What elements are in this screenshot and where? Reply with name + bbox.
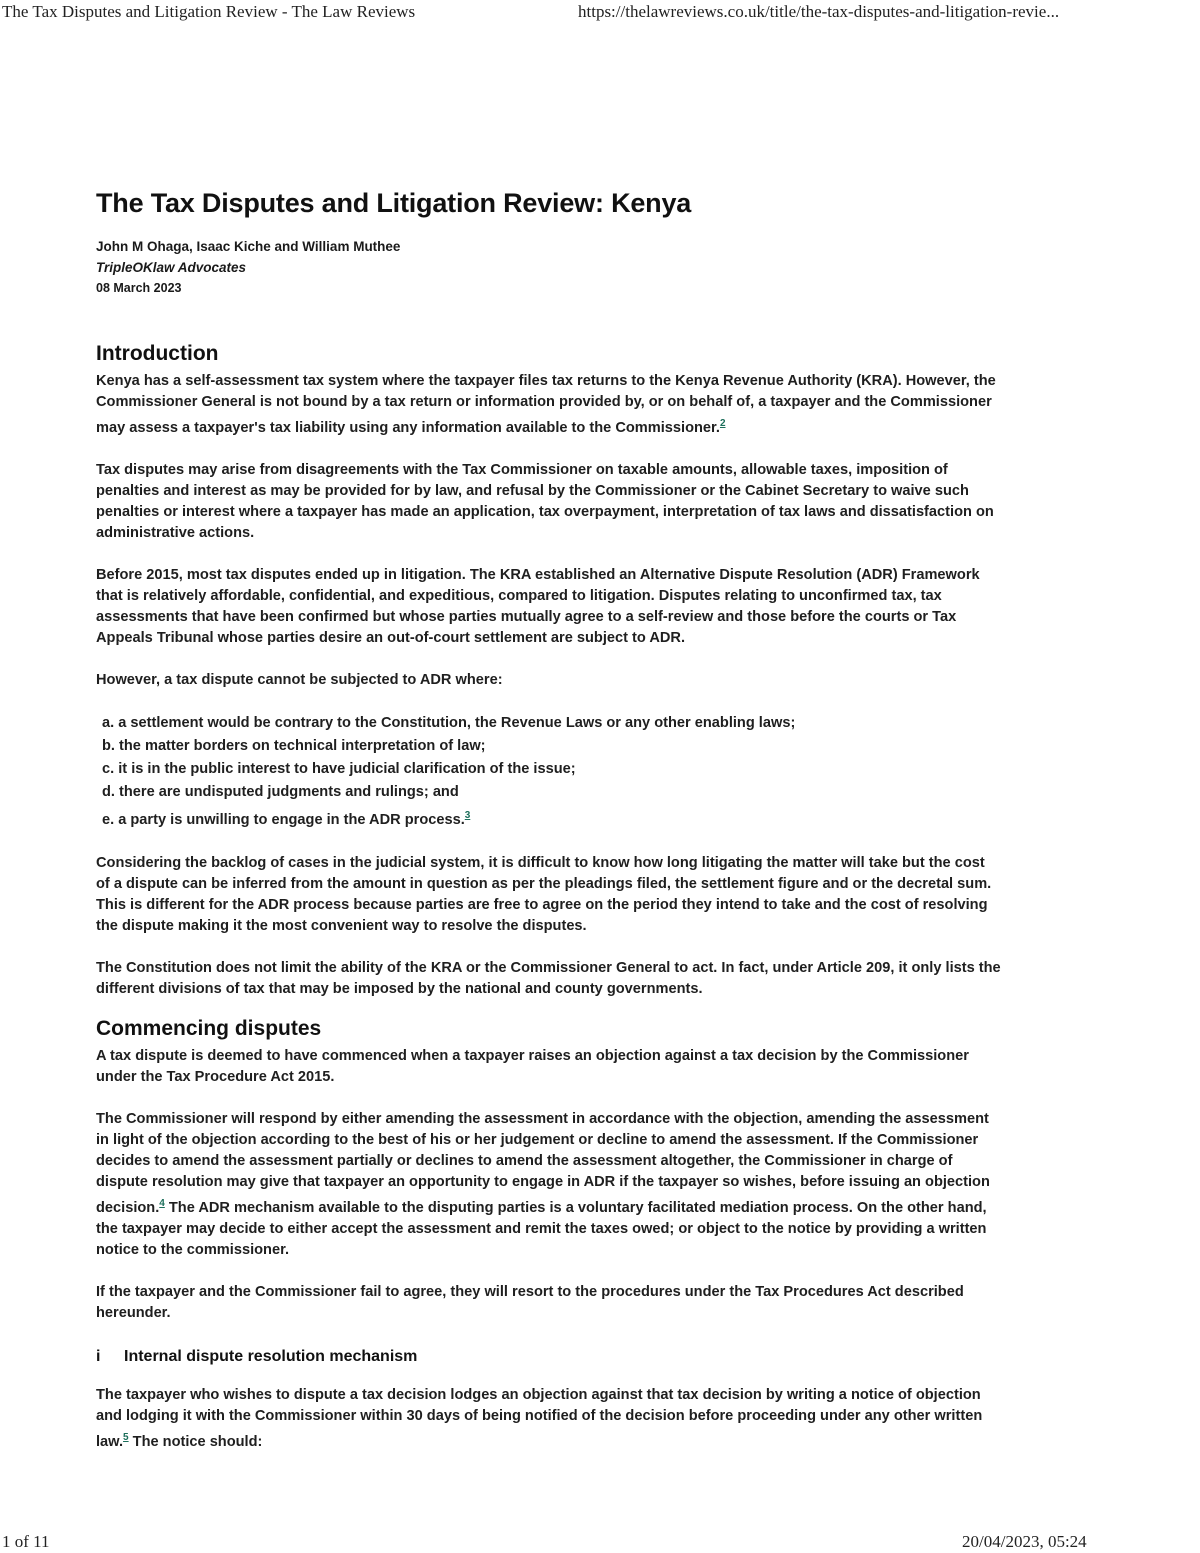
paragraph: If the taxpayer and the Commissioner fail to agree, they will resort to the procedures under the Tax Procedures Act described hereunder. [96, 1283, 964, 1321]
paragraph: Considering the backlog of cases in the judicial system, it is difficult to know how long litigating the matter will take but the cost of a dispute can be inferred from the amount in question as per the pleadings filed, the settlement figure and or the decretal sum. This is different for the ADR process because parties are free to agree on the period they intend to take and the cost of resolving the dispute making it the most convenient way to resolve the disputes. [96, 854, 992, 934]
paragraph-text: The taxpayer who wishes to dispute a tax decision lodges an objection against that tax decision by writing a notice of objection and lodging it with the Commissioner within 30 days of being notified of the decision before proceeding under any other written law. [96, 1386, 983, 1450]
footnote-link[interactable]: 4 [159, 1197, 165, 1209]
footnote-link[interactable]: 3 [464, 809, 471, 821]
paragraph [96, 1109, 1001, 1261]
list-item: b. the matter borders on technical interpretation of law; [102, 737, 486, 754]
list-item: a. a settlement would be contrary to the Constitution, the Revenue Laws or any other enabling laws; [102, 714, 796, 731]
print-footer [0, 1532, 1200, 1553]
paragraph: However, a tax dispute cannot be subjected to ADR where: [96, 671, 503, 688]
paragraph-text: Kenya has a self-assessment tax system where the taxpayer files tax returns to the Kenya Revenue Authority (KRA). However, the Commissioner General is not bound by a tax return or information provided by, or on behalf of, a taxpayer and the Commissioner may assess a taxpayer's tax liability using any information available to the Commissioner. [96, 373, 996, 436]
page-title: The Tax Disputes and Litigation Review: Kenya [96, 188, 692, 218]
print-header-title: The Tax Disputes and Litigation Review - The Law Reviews [2, 2, 416, 21]
list-item [102, 804, 1001, 832]
subsection-title: Internal dispute resolution mechanism [124, 1347, 418, 1365]
adr-exclusions-list [96, 712, 1001, 832]
section-heading-introduction: Introduction [96, 342, 219, 365]
paragraph: Before 2015, most tax disputes ended up in litigation. The KRA established an Alternative Dispute Resolution (ADR) Framework that is relatively affordable, confidential, and expeditious, compared to litigation. Disputes relating to unconfirmed tax, tax assessments that have been confirmed but whose parties mutually agree to a self-review and those before the courts or Tax Appeals Tribunal whose parties desire an out-of-court settlement are subject to ADR. [96, 566, 980, 646]
print-datetime: 20/04/2023, 05:24 [962, 1532, 1087, 1551]
footnote-link[interactable]: 5 [123, 1431, 129, 1443]
article [96, 186, 1001, 1452]
paragraph: A tax dispute is deemed to have commenced when a taxpayer raises an objection against a tax decision by the Commissioner under the Tax Procedure Act 2015. [96, 1047, 969, 1085]
paragraph: The Constitution does not limit the ability of the KRA or the Commissioner General to act. In fact, under Article 209, it only lists the different divisions of tax that may be imposed by the national and county governments. [96, 959, 1001, 997]
paragraph [96, 371, 1001, 439]
paragraph-text: The notice should: [128, 1433, 263, 1450]
subsection-number: i [96, 1347, 101, 1365]
footnote-link[interactable]: 2 [719, 418, 726, 429]
paragraph-text: The ADR mechanism available to the disputing parties is a voluntary facilitated mediation process. On the other hand, the taxpayer may decide to either accept the assessment and remit the taxes owed; or object to the notice by providing a written notice to the commissioner. [96, 1199, 987, 1258]
list-item: c. it is in the public interest to have judicial clarification of the issue; [102, 760, 576, 777]
print-header-url[interactable]: https://thelawreviews.co.uk/title/the-tax-disputes-and-litigation-revie... [578, 2, 1060, 21]
paragraph [96, 1385, 1001, 1453]
article-meta [96, 236, 1001, 299]
print-header [0, 0, 1200, 26]
list-item-text: e. a party is unwilling to engage in the ADR process. [102, 811, 465, 828]
paragraph: Tax disputes may arise from disagreements with the Tax Commissioner on taxable amounts, allowable taxes, imposition of penalties and interest as may be provided for by law, and refusal by the Commissioner or the Cabinet Secretary to waive such penalties or interest where a taxpayer has made an application, tax overpayment, interpretation of tax laws and dissatisfaction on administrative actions. [96, 461, 994, 541]
list-item: d. there are undisputed judgments and rulings; and [102, 783, 459, 800]
paragraph-text: The Commissioner will respond by either amending the assessment in accordance with the objection, amending the assessment in light of the objection according to the best of his or her judgement or decline to amend the assessment. If the Commissioner decides to amend the assessment partially or declines to amend the assessment altogether, the Commissioner in charge of dispute resolution may give that taxpayer an opportunity to engage in ADR if the taxpayer so wishes, before issuing an objection decision. [96, 1110, 990, 1216]
article-firm: TripleOKlaw Advocates [96, 260, 247, 275]
article-date: 08 March 2023 [96, 281, 182, 295]
article-authors: John M Ohaga, Isaac Kiche and William Muthee [96, 239, 401, 254]
subsection-heading [96, 1345, 1001, 1369]
page-number: 1 of 11 [2, 1532, 50, 1551]
section-heading-commencing: Commencing disputes [96, 1016, 322, 1040]
